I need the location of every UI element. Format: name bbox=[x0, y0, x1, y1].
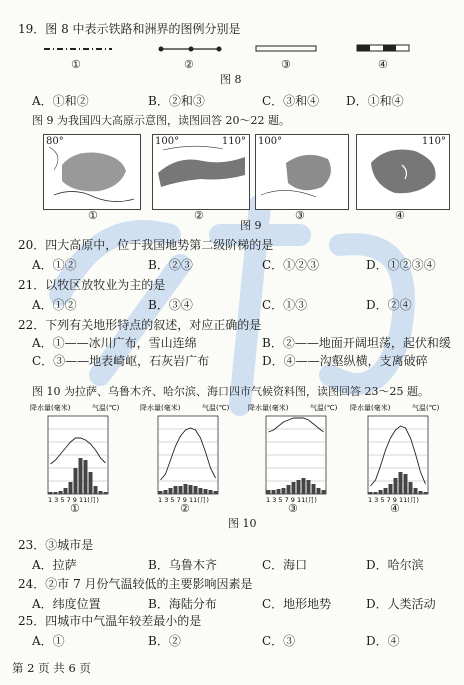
precip-bar bbox=[74, 468, 78, 494]
month-axis-label: 1 3 5 7 9 11(月) bbox=[48, 496, 99, 504]
month-axis-label: 1 3 5 7 9 11(月) bbox=[158, 496, 209, 504]
q20-option-c[interactable]: C．①②③ bbox=[262, 258, 320, 272]
axis-label-precip: 降水量(毫米) bbox=[30, 404, 71, 412]
legend-label-4: ④ bbox=[378, 58, 388, 71]
axis-label-precip: 降水量(毫米) bbox=[350, 404, 391, 412]
precip-bar bbox=[214, 491, 218, 494]
precip-bar bbox=[322, 490, 326, 494]
precip-bar bbox=[209, 490, 213, 494]
climate-chart-4 bbox=[350, 402, 464, 520]
q25-stem: 25．四城市中气温年较差最小的是 bbox=[18, 614, 202, 628]
q23-stem: 23．③城市是 bbox=[18, 538, 94, 552]
q21-option-d[interactable]: D．②④ bbox=[366, 298, 412, 312]
map-4 bbox=[356, 134, 450, 210]
fig9-intro: 图 9 为我国四大高原示意图，读图回答 20～22 题。 bbox=[32, 114, 290, 127]
q21-option-c[interactable]: C．①③ bbox=[262, 298, 308, 312]
precip-bar bbox=[287, 485, 291, 494]
fig10-intro: 图 10 为拉萨、乌鲁木齐、哈尔滨、海口四市气候资料图，读图回答 23～25 题。 bbox=[32, 385, 429, 398]
q21-stem: 21．以牧区放牧业为主的是 bbox=[18, 278, 166, 292]
precip-bar bbox=[79, 458, 83, 494]
axis-label-temp: 气温(℃) bbox=[412, 404, 440, 412]
legend-label-2: ② bbox=[184, 58, 194, 71]
q21-option-b[interactable]: B．③④ bbox=[148, 298, 193, 312]
precip-bar bbox=[174, 486, 178, 494]
precip-bar bbox=[312, 484, 316, 494]
precip-bar bbox=[394, 478, 398, 494]
fig10-label-4: ④ bbox=[390, 502, 400, 515]
q23-option-a[interactable]: A．拉萨 bbox=[32, 558, 77, 572]
fig9-caption: 图 9 bbox=[240, 219, 262, 232]
precip-bar bbox=[379, 490, 383, 494]
precip-bar bbox=[277, 489, 281, 494]
fig9-label-3: ③ bbox=[295, 209, 305, 222]
map-2-lon: 100° bbox=[155, 136, 180, 147]
q19-option-b[interactable]: B．②和③ bbox=[148, 94, 205, 108]
legend-symbol-3 bbox=[254, 44, 318, 54]
precip-bar bbox=[414, 488, 418, 494]
precip-bar bbox=[64, 488, 68, 494]
map-4-lon: 110° bbox=[421, 136, 446, 147]
precip-bar bbox=[424, 492, 428, 494]
precip-bar bbox=[184, 484, 188, 494]
map-3-lon: 100° bbox=[258, 136, 283, 147]
precip-bar bbox=[54, 492, 58, 494]
fig10-caption: 图 10 bbox=[228, 517, 257, 530]
precip-bar bbox=[399, 472, 403, 494]
q22-stem: 22．下列有关地形特点的叙述，对应正确的是 bbox=[18, 318, 262, 332]
q20-option-d[interactable]: D．①②③④ bbox=[366, 258, 436, 272]
fig9-label-2: ② bbox=[194, 209, 204, 222]
axis-label-temp: 气温(℃) bbox=[92, 404, 120, 412]
fig8-caption: 图 8 bbox=[220, 73, 242, 86]
precip-bar bbox=[159, 491, 163, 494]
precip-bar bbox=[419, 491, 423, 494]
q23-option-b[interactable]: B．乌鲁木齐 bbox=[148, 558, 217, 572]
precip-bar bbox=[194, 486, 198, 494]
axis-label-precip: 降水量(毫米) bbox=[140, 404, 181, 412]
precip-bar bbox=[369, 492, 373, 494]
precip-bar bbox=[169, 488, 173, 494]
precip-bar bbox=[267, 490, 271, 494]
q21-option-a[interactable]: A．①② bbox=[32, 298, 77, 312]
precip-bar bbox=[404, 474, 408, 494]
q22-option-a[interactable]: A．①——冰川广布，雪山连绵 bbox=[32, 336, 197, 350]
map-2-lon-b: 110° bbox=[221, 136, 246, 147]
legend-symbol-4 bbox=[355, 42, 411, 54]
axis-label-precip: 降水量(毫米) bbox=[248, 404, 289, 412]
q20-option-a[interactable]: A．①② bbox=[32, 258, 77, 272]
page-footer: 第 2 页 共 6 页 bbox=[12, 661, 91, 675]
precip-bar bbox=[317, 488, 321, 494]
precip-bar bbox=[69, 482, 73, 494]
q24-stem: 24．②市 7 月份气温较低的主要影响因素是 bbox=[18, 577, 253, 591]
precip-bar bbox=[307, 480, 311, 494]
precip-bar bbox=[99, 491, 103, 494]
precip-bar bbox=[374, 492, 378, 494]
q19-option-d[interactable]: D．①和④ bbox=[346, 94, 404, 108]
climate-chart-1 bbox=[30, 402, 156, 520]
q24-option-a[interactable]: A．纬度位置 bbox=[32, 597, 101, 611]
precip-bar bbox=[94, 486, 98, 494]
precip-bar bbox=[389, 484, 393, 494]
precip-bar bbox=[49, 492, 53, 494]
precip-bar bbox=[297, 480, 301, 494]
q25-option-a[interactable]: A．① bbox=[32, 634, 65, 648]
month-axis-label: 1 3 5 7 9 11(月) bbox=[368, 496, 419, 504]
precip-bar bbox=[272, 490, 276, 494]
axis-label-temp: 气温(℃) bbox=[310, 404, 338, 412]
precip-bar bbox=[89, 472, 93, 494]
precip-bar bbox=[282, 488, 286, 494]
q24-option-d[interactable]: D．人类活动 bbox=[366, 597, 436, 611]
legend-symbol-1 bbox=[42, 44, 114, 54]
q25-option-b[interactable]: B．② bbox=[148, 634, 181, 648]
q20-option-b[interactable]: B．②③ bbox=[148, 258, 193, 272]
q22-option-c[interactable]: C．③——地表崎岖，石灰岩广布 bbox=[32, 354, 210, 368]
precip-bar bbox=[409, 482, 413, 494]
axis-label-temp: 气温(℃) bbox=[202, 404, 230, 412]
precip-bar bbox=[384, 488, 388, 494]
q23-option-d[interactable]: D．哈尔滨 bbox=[366, 558, 424, 572]
q22-option-b[interactable]: B．②——地面开阔坦荡，起伏和缓 bbox=[262, 336, 451, 350]
precip-bar bbox=[204, 489, 208, 494]
q23-option-c[interactable]: C．海口 bbox=[262, 558, 308, 572]
q24-option-c[interactable]: C．地形地势 bbox=[262, 597, 332, 611]
precip-bar bbox=[302, 478, 306, 494]
q20-stem: 20．四大高原中，位于我国地势第二级阶梯的是 bbox=[18, 238, 274, 252]
legend-symbol-2 bbox=[155, 44, 225, 54]
legend-label-1: ① bbox=[71, 58, 81, 71]
precip-bar bbox=[189, 485, 193, 494]
map-1 bbox=[43, 134, 141, 210]
precip-bar bbox=[179, 486, 183, 494]
q24-option-b[interactable]: B．海陆分布 bbox=[148, 597, 217, 611]
map-1-lon: 80° bbox=[46, 136, 64, 147]
q25-option-d[interactable]: D．④ bbox=[366, 634, 400, 648]
legend-label-3: ③ bbox=[281, 58, 291, 71]
precip-bar bbox=[84, 460, 88, 494]
month-axis-label: 1 3 5 7 9 11(月) bbox=[266, 496, 317, 504]
map-2 bbox=[152, 134, 250, 210]
precip-bar bbox=[164, 490, 168, 494]
fig9-label-1: ① bbox=[88, 209, 98, 222]
precip-bar bbox=[199, 488, 203, 494]
q19-option-a[interactable]: A．①和② bbox=[32, 94, 89, 108]
precip-bar bbox=[292, 482, 296, 494]
map-3 bbox=[255, 134, 349, 210]
fig10-label-3: ③ bbox=[288, 502, 298, 515]
q19-option-c[interactable]: C．③和④ bbox=[262, 94, 320, 108]
fig10-label-1: ① bbox=[70, 502, 80, 515]
precip-bar bbox=[104, 492, 108, 494]
precip-bar bbox=[59, 491, 63, 494]
q19-stem: 19．图 8 中表示铁路和洲界的图例分别是 bbox=[18, 22, 241, 36]
q25-option-c[interactable]: C．③ bbox=[262, 634, 296, 648]
fig9-label-4: ④ bbox=[395, 209, 405, 222]
q22-option-d[interactable]: D．④——沟壑纵横，支离破碎 bbox=[262, 354, 428, 368]
fig10-label-2: ② bbox=[180, 502, 190, 515]
